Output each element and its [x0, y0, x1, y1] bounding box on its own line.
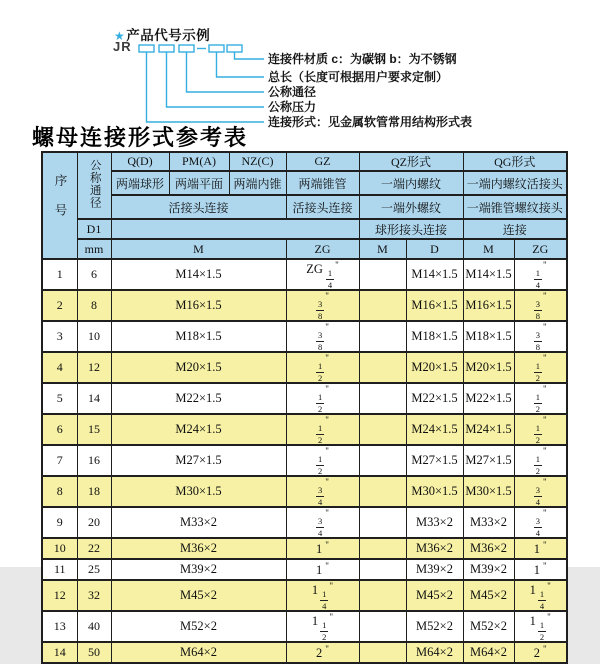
- cell-nominal-diameter: 18: [77, 476, 111, 507]
- cell-qz-m: [359, 259, 406, 290]
- pipe-size-value: 2 ": [316, 644, 329, 660]
- header-empty-cell: [111, 219, 359, 239]
- cell-qz-m: [359, 290, 406, 321]
- pipe-size-value: $\frac{1}{2}$ ": [318, 353, 329, 383]
- cell-qz-d: M16×1.5: [406, 290, 463, 321]
- cell-nominal-diameter: 15: [77, 414, 111, 445]
- cell-qg-m: M20×1.5: [463, 352, 514, 383]
- cell-qz-d: M27×1.5: [406, 445, 463, 476]
- cell-qz-d: M36×2: [406, 538, 463, 559]
- cell-qg-zg: [514, 290, 567, 321]
- pipe-size-value: $\frac{1}{2}$ ": [535, 353, 547, 383]
- pipe-size-value: 1 ": [533, 561, 547, 577]
- pipe-size-value: $\frac{1}{2}$ ": [535, 384, 547, 414]
- cell-qg-zg: [514, 445, 567, 476]
- callout-line: [187, 52, 265, 92]
- pipe-size-value: $\frac{3}{8}$ ": [318, 322, 329, 352]
- cell-qz-m: [359, 507, 406, 538]
- table-row: [42, 259, 567, 290]
- cell-qz-d: M52×2: [406, 611, 463, 642]
- cell-nominal-diameter: 22: [77, 538, 111, 559]
- cell-m-thread: M16×1.5: [111, 290, 286, 321]
- callout-line: [217, 52, 265, 77]
- cell-gz-zg: [286, 538, 359, 559]
- pipe-size-value: $\frac{3}{8}$ ": [318, 291, 329, 321]
- cell-qg-zg: [514, 559, 567, 580]
- code-box-icon: [159, 45, 174, 52]
- cell-m-thread: M39×2: [111, 559, 286, 580]
- callout-label-material: 连接件材质 c：为碳钢 b：为不锈钢: [268, 52, 457, 66]
- cell-qg-m: M18×1.5: [463, 321, 514, 352]
- header-nz-code: NZ(C): [229, 152, 286, 171]
- nut-connection-reference-table: [41, 151, 568, 664]
- cell-qz-m: [359, 642, 406, 663]
- cell-serial: 4: [42, 352, 77, 383]
- header-nominal-diameter: 公称通径: [77, 152, 111, 219]
- table-header: [42, 152, 567, 259]
- cell-nominal-diameter: 14: [77, 383, 111, 414]
- cell-gz-zg: [286, 580, 359, 611]
- header-m-left: M: [111, 239, 286, 259]
- cell-qz-m: [359, 414, 406, 445]
- pipe-size-value: $\frac{1}{2}$ ": [318, 384, 329, 414]
- pipe-size-value: 1 ": [316, 561, 329, 577]
- cell-qg-m: M39×2: [463, 559, 514, 580]
- cell-qz-m: [359, 538, 406, 559]
- table-row: [42, 414, 567, 445]
- cell-qg-zg: [514, 259, 567, 290]
- pipe-size-value: $\frac{3}{4}$ ": [535, 477, 547, 507]
- cell-qz-d: M30×1.5: [406, 476, 463, 507]
- cell-nominal-diameter: 40: [77, 611, 111, 642]
- header-qg-row2: 一端内螺纹活接头: [463, 171, 567, 195]
- cell-gz-zg: [286, 290, 359, 321]
- cell-qz-d: M33×2: [406, 507, 463, 538]
- pipe-size-value: $\frac{3}{8}$ ": [535, 322, 547, 352]
- header-q-desc: 两端球形: [111, 171, 169, 195]
- callout-line: [167, 52, 265, 107]
- pipe-size-value: 1 $\frac{1}{2}$ ": [529, 612, 551, 642]
- cell-serial: 13: [42, 611, 77, 642]
- cell-qg-m: M64×2: [463, 642, 514, 663]
- pipe-size-value: 1 ": [533, 540, 547, 556]
- cell-m-thread: M22×1.5: [111, 383, 286, 414]
- cell-qg-zg: [514, 611, 567, 642]
- cell-qz-m: [359, 559, 406, 580]
- cell-gz-zg: [286, 445, 359, 476]
- cell-qg-m: M33×2: [463, 507, 514, 538]
- cell-m-thread: M52×2: [111, 611, 286, 642]
- cell-gz-zg: [286, 611, 359, 642]
- table-row: [42, 445, 567, 476]
- cell-nominal-diameter: 8: [77, 290, 111, 321]
- cell-qg-zg: [514, 352, 567, 383]
- table-row: [42, 538, 567, 559]
- cell-gz-zg: [286, 559, 359, 580]
- pipe-size-value: 1 $\frac{1}{4}$ ": [529, 581, 551, 611]
- cell-qz-m: [359, 476, 406, 507]
- pipe-size-value: 2 ": [533, 644, 547, 660]
- cell-qg-zg: [514, 642, 567, 663]
- cell-qg-zg: [514, 321, 567, 352]
- pipe-size-value: $\frac{3}{4}$ ": [318, 477, 329, 507]
- star-icon: ★: [114, 29, 126, 43]
- cell-serial: 9: [42, 507, 77, 538]
- cell-qg-zg: [514, 507, 567, 538]
- cell-nominal-diameter: 50: [77, 642, 111, 663]
- cell-serial: 12: [42, 580, 77, 611]
- cell-m-thread: M64×2: [111, 642, 286, 663]
- table-row: [42, 559, 567, 580]
- header-zg-gz: ZG: [286, 239, 359, 259]
- cell-m-thread: M24×1.5: [111, 414, 286, 445]
- table-row: [42, 383, 567, 414]
- cell-qg-m: M22×1.5: [463, 383, 514, 414]
- header-union-connection: 活接头连接: [111, 195, 286, 219]
- header-qz-row3: 一端外螺纹: [359, 195, 463, 219]
- cell-m-thread: M45×2: [111, 580, 286, 611]
- code-box-icon: [209, 45, 224, 52]
- table-body: [42, 259, 567, 663]
- cell-qz-d: M39×2: [406, 559, 463, 580]
- cell-qz-m: [359, 383, 406, 414]
- header-qg-title: QG形式: [463, 152, 567, 171]
- cell-qg-zg: [514, 476, 567, 507]
- table-row: [42, 507, 567, 538]
- cell-m-thread: M27×1.5: [111, 445, 286, 476]
- pipe-size-value: 1 $\frac{1}{2}$ ": [311, 612, 334, 642]
- header-gz-desc: 两端锥管: [286, 171, 359, 195]
- cell-qz-m: [359, 321, 406, 352]
- cell-qz-d: M22×1.5: [406, 383, 463, 414]
- code-box-icon: [227, 45, 242, 52]
- header-nz-desc: 两端内锥: [229, 171, 286, 195]
- cell-gz-zg: [286, 414, 359, 445]
- table-row: [42, 352, 567, 383]
- callout-line: [235, 52, 265, 59]
- callout-label-length: 总长（长度可根据用户要求定制）: [268, 70, 449, 84]
- code-box-icon: [139, 45, 154, 52]
- cell-qg-zg: [514, 538, 567, 559]
- cell-m-thread: M18×1.5: [111, 321, 286, 352]
- callout-line: [147, 52, 265, 122]
- diagram-heading-text: 产品代号示例: [126, 28, 211, 43]
- pipe-size-value: $\frac{3}{4}$ ": [535, 508, 547, 538]
- cell-qz-d: M14×1.5: [406, 259, 463, 290]
- table-row: [42, 321, 567, 352]
- cell-serial: 6: [42, 414, 77, 445]
- header-qg-row4: 连接: [463, 219, 567, 239]
- cell-gz-zg: [286, 476, 359, 507]
- cell-m-thread: M14×1.5: [111, 259, 286, 290]
- table-row: [42, 611, 567, 642]
- header-d1: D1: [77, 219, 111, 239]
- cell-gz-zg: [286, 259, 359, 290]
- header-pm-desc: 两端平面: [169, 171, 229, 195]
- cell-qz-m: [359, 352, 406, 383]
- cell-nominal-diameter: 16: [77, 445, 111, 476]
- header-serial: 序号: [42, 152, 77, 259]
- table-row: [42, 642, 567, 663]
- cell-qg-m: M36×2: [463, 538, 514, 559]
- callout-label-pressure: 公称压力: [268, 100, 317, 114]
- header-gz-code: GZ: [286, 152, 359, 171]
- table-row: [42, 580, 567, 611]
- pipe-size-value: 1 ": [316, 540, 329, 556]
- code-prefix: JR: [113, 39, 132, 54]
- header-pm-code: PM(A): [169, 152, 229, 171]
- cell-qz-d: M45×2: [406, 580, 463, 611]
- table-title: 螺母连接形式参考表: [32, 125, 249, 150]
- table-row: [42, 290, 567, 321]
- header-m-qz: M: [359, 239, 406, 259]
- cell-serial: 8: [42, 476, 77, 507]
- header-zg-qg: ZG: [514, 239, 567, 259]
- cell-nominal-diameter: 10: [77, 321, 111, 352]
- cell-serial: 2: [42, 290, 77, 321]
- pipe-size-value: $\frac{1}{2}$ ": [535, 415, 547, 445]
- cell-gz-zg: [286, 507, 359, 538]
- cell-serial: 11: [42, 559, 77, 580]
- cell-nominal-diameter: 20: [77, 507, 111, 538]
- cell-m-thread: M36×2: [111, 538, 286, 559]
- cell-qz-d: M20×1.5: [406, 352, 463, 383]
- code-box-icon: [179, 45, 194, 52]
- cell-m-thread: M20×1.5: [111, 352, 286, 383]
- cell-qz-d: M64×2: [406, 642, 463, 663]
- cell-nominal-diameter: 12: [77, 352, 111, 383]
- cell-serial: 14: [42, 642, 77, 663]
- header-m-qg: M: [463, 239, 514, 259]
- header-qz-title: QZ形式: [359, 152, 463, 171]
- pipe-size-value: 1 $\frac{1}{4}$ ": [311, 581, 334, 611]
- cell-qg-m: M52×2: [463, 611, 514, 642]
- cell-serial: 7: [42, 445, 77, 476]
- pipe-size-value: $\frac{1}{2}$ ": [318, 446, 329, 476]
- cell-nominal-diameter: 6: [77, 259, 111, 290]
- cell-qz-m: [359, 445, 406, 476]
- cell-qg-m: M16×1.5: [463, 290, 514, 321]
- cell-qg-m: M45×2: [463, 580, 514, 611]
- header-qg-row3: 一端锥管螺纹接头: [463, 195, 567, 219]
- header-mm: mm: [77, 239, 111, 259]
- cell-nominal-diameter: 32: [77, 580, 111, 611]
- header-q-code: Q(D): [111, 152, 169, 171]
- cell-serial: 1: [42, 259, 77, 290]
- header-union-connection-gz: 活接头连接: [286, 195, 359, 219]
- cell-qg-m: M14×1.5: [463, 259, 514, 290]
- cell-qg-m: M24×1.5: [463, 414, 514, 445]
- cell-m-thread: M33×2: [111, 507, 286, 538]
- pipe-size-value: $\frac{1}{4}$ ": [535, 260, 547, 290]
- header-qz-row4: 球形接头连接: [359, 219, 463, 239]
- cell-serial: 3: [42, 321, 77, 352]
- cell-gz-zg: [286, 383, 359, 414]
- callout-label-diameter: 公称通径: [268, 85, 317, 99]
- cell-qg-m: M27×1.5: [463, 445, 514, 476]
- callout-label-connection: 连接形式：见金属软管常用结构形式表: [268, 115, 473, 129]
- cell-serial: 5: [42, 383, 77, 414]
- cell-qz-m: [359, 580, 406, 611]
- pipe-size-value: $\frac{3}{8}$ ": [535, 291, 547, 321]
- table-row: [42, 476, 567, 507]
- cell-qg-zg: [514, 383, 567, 414]
- cell-nominal-diameter: 25: [77, 559, 111, 580]
- header-qz-row2: 一端内螺纹: [359, 171, 463, 195]
- cell-qg-zg: [514, 580, 567, 611]
- pipe-size-value: $\frac{1}{2}$ ": [318, 415, 329, 445]
- cell-serial: 10: [42, 538, 77, 559]
- cell-gz-zg: [286, 642, 359, 663]
- header-d-qz: D: [406, 239, 463, 259]
- pipe-size-value: $\frac{1}{2}$ ": [535, 446, 547, 476]
- cell-m-thread: M30×1.5: [111, 476, 286, 507]
- cell-qz-m: [359, 611, 406, 642]
- cell-qg-zg: [514, 414, 567, 445]
- pipe-size-value: $\frac{3}{4}$ ": [318, 508, 329, 538]
- cell-qg-m: M30×1.5: [463, 476, 514, 507]
- cell-qz-d: M24×1.5: [406, 414, 463, 445]
- cell-gz-zg: [286, 321, 359, 352]
- cell-gz-zg: [286, 352, 359, 383]
- pipe-size-value: ZG $\frac{1}{4}$ ": [306, 260, 339, 290]
- cell-qz-d: M18×1.5: [406, 321, 463, 352]
